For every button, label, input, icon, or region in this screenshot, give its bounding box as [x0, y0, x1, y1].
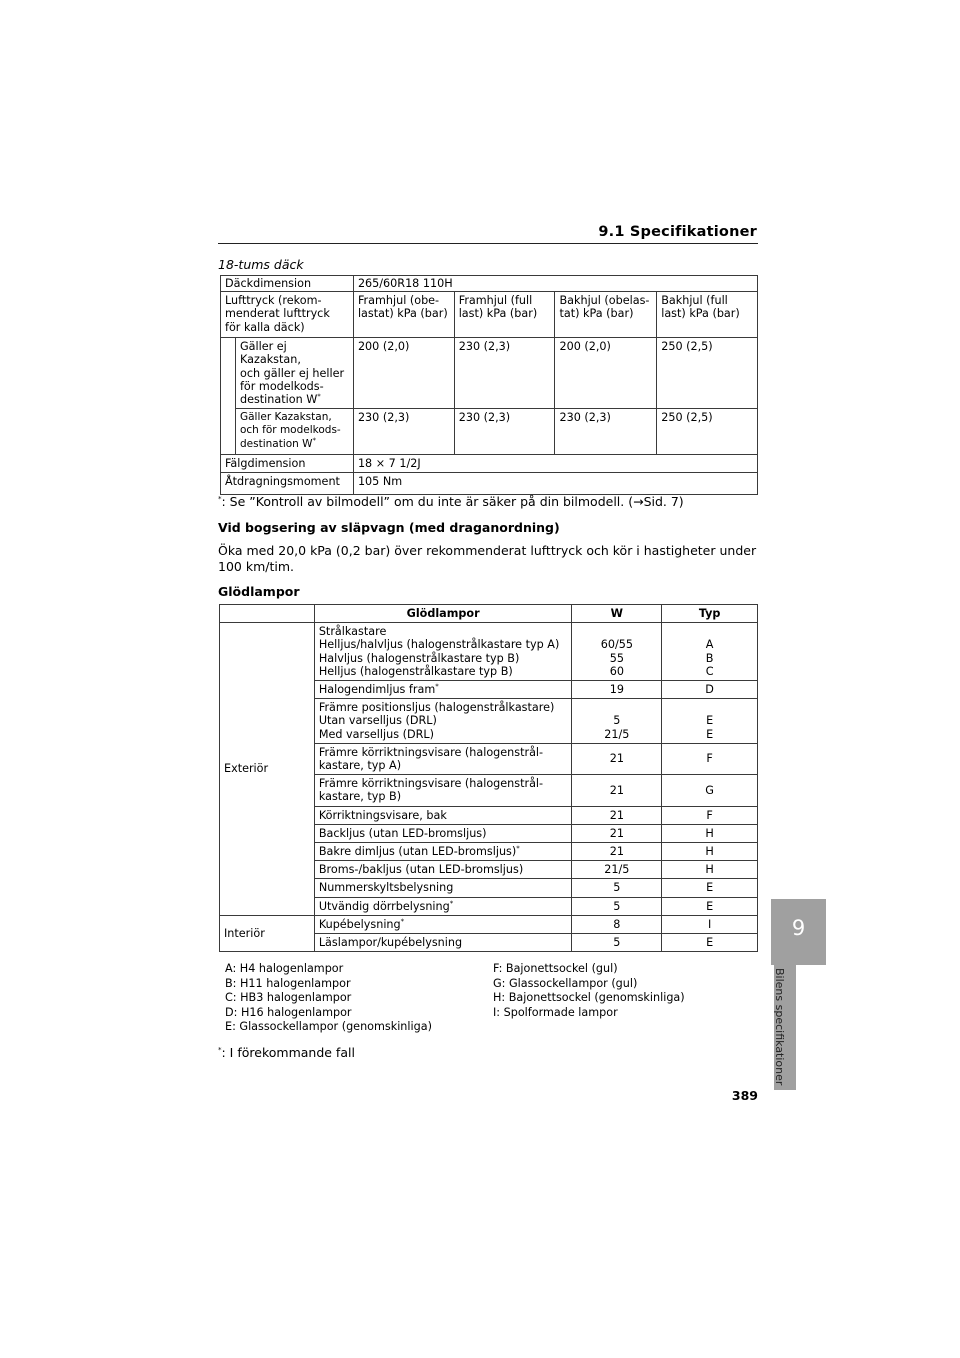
bulb-typ: H [662, 861, 758, 879]
bulb-w: 21/5 [572, 861, 662, 879]
chapter-number: 9 [791, 916, 806, 940]
bulb-w: 5 21/5 [572, 699, 662, 744]
torque-label: Åtdragningsmoment [221, 473, 354, 495]
col-front-full: Framhjul (full last) kPa (bar) [454, 292, 555, 338]
bulb-name: Backljus (utan LED-bromsljus) [314, 824, 572, 842]
bulb-typ: H [662, 843, 758, 861]
col-rear-unloaded: Bakhjul (obelas- tat) kPa (bar) [555, 292, 657, 338]
bulbs-footnote: *: I förekommande fall [218, 1045, 355, 1060]
bulb-typ: G [662, 775, 758, 806]
tyre-table [220, 275, 758, 495]
bulb-typ: E [662, 897, 758, 915]
bulb-name: Halogendimljus fram* [314, 681, 572, 699]
tyre-caption: 18-tums däck [218, 257, 304, 272]
bulb-typ: F [662, 743, 758, 774]
bulb-w: 60/55 55 60 [572, 623, 662, 681]
bulb-name: Nummerskyltsbelysning [314, 879, 572, 897]
header-rule [218, 243, 758, 244]
bulb-typ: D [662, 681, 758, 699]
bulb-w: 21 [572, 843, 662, 861]
tyre-footnote: *: Se ”Kontroll av bilmodell” om du inte är säker på din bilmodell. (→Sid. 7) [218, 494, 684, 509]
bulb-typ: H [662, 824, 758, 842]
header-typ: Typ [662, 605, 758, 623]
bulb-name: Broms-/bakljus (utan LED-bromsljus) [314, 861, 572, 879]
bulb-w: 21 [572, 775, 662, 806]
cond1-value: 230 (2,3) [454, 338, 555, 409]
section-title: 9.1 Specifikationer [598, 224, 757, 240]
table-row [220, 915, 758, 933]
group-interior: Interiör [220, 915, 315, 951]
chapter-label: Bilens specifikationer [773, 968, 786, 1086]
bulb-typ: F [662, 806, 758, 824]
cond1-value: 250 (2,5) [657, 338, 758, 409]
group-exterior: Exteriör [220, 623, 315, 916]
rim-label: Fälgdimension [221, 455, 354, 473]
towing-heading: Vid bogsering av släpvagn (med draganordning) [218, 520, 560, 535]
bulb-name: Bakre dimljus (utan LED-bromsljus)* [314, 843, 572, 861]
bulb-w: 19 [572, 681, 662, 699]
table-row [221, 276, 758, 292]
table-header-row [220, 605, 758, 623]
bulb-w: 21 [572, 824, 662, 842]
condition-1-label: Gäller ej Kazakstan, och gäller ej heller för modelkods- destination W* [235, 338, 353, 409]
bulb-name: Läslampor/kupébelysning [314, 934, 572, 952]
bulb-typ: A B C [662, 623, 758, 681]
bulb-w: 21 [572, 743, 662, 774]
bulb-name: Kupébelysning* [314, 915, 572, 933]
legend-right: F: Bajonettsockel (gul) G: Glassockellampor (gul) H: Bajonettsockel (genomskinliga) I: Spolformade lampor [493, 962, 685, 1019]
table-row [221, 292, 758, 338]
condition-2-label: Gäller Kazakstan, och för modelkods- destination W* [235, 409, 353, 455]
bulb-w: 5 [572, 897, 662, 915]
cond2-value: 230 (2,3) [555, 409, 657, 455]
table-row [221, 455, 758, 473]
bulb-typ: I [662, 915, 758, 933]
bulb-name: Utvändig dörrbelysning* [314, 897, 572, 915]
table-row [220, 623, 758, 681]
bulb-typ: E [662, 934, 758, 952]
header-bulbs: Glödlampor [314, 605, 572, 623]
bulbs-table [219, 604, 758, 952]
bulb-name: Strålkastare Helljus/halvljus (halogenstrålkastare typ A) Halvljus (halogenstrålkastare typ B) Helljus (halogenstrålkastare typ B) [314, 623, 572, 681]
bulb-name: Främre körriktningsvisare (halogenstrål- kastare, typ A) [314, 743, 572, 774]
header-blank [220, 605, 315, 623]
towing-text: Öka med 20,0 kPa (0,2 bar) över rekommenderat lufttryck och kör i hastigheter under 100 km/tim. [218, 543, 757, 574]
bulb-typ: E E [662, 699, 758, 744]
table-row [221, 338, 758, 409]
page-number: 389 [731, 1088, 758, 1103]
bulb-name: Främre körriktningsvisare (halogenstrål- kastare, typ B) [314, 775, 572, 806]
bulb-w: 5 [572, 879, 662, 897]
cond1-value: 200 (2,0) [353, 338, 454, 409]
bulb-typ: E [662, 879, 758, 897]
bulbs-heading: Glödlampor [218, 584, 300, 599]
dimension-value: 265/60R18 110H [353, 276, 757, 292]
header-w: W [572, 605, 662, 623]
dimension-label: Däckdimension [221, 276, 354, 292]
col-rear-full: Bakhjul (full last) kPa (bar) [657, 292, 758, 338]
bulb-w: 21 [572, 806, 662, 824]
bulb-name: Körriktningsvisare, bak [314, 806, 572, 824]
pressure-label: Lufttryck (rekom- menderat lufttryck för kalla däck) [221, 292, 354, 338]
cond2-value: 230 (2,3) [454, 409, 555, 455]
indent-cell [221, 338, 236, 455]
table-row [221, 473, 758, 495]
col-front-unloaded: Framhjul (obe- lastat) kPa (bar) [353, 292, 454, 338]
cond1-value: 200 (2,0) [555, 338, 657, 409]
cond2-value: 230 (2,3) [353, 409, 454, 455]
rim-value: 18 × 7 1/2J [353, 455, 757, 473]
cond2-value: 250 (2,5) [657, 409, 758, 455]
bulb-w: 5 [572, 934, 662, 952]
torque-value: 105 Nm [353, 473, 757, 495]
legend-left: A: H4 halogenlampor B: H11 halogenlampor C: HB3 halogenlampor D: H16 halogenlampor E: Glassockellampor (genomskinliga) [225, 962, 432, 1034]
bulb-name: Främre positionsljus (halogenstrålkastare) Utan varselljus (DRL) Med varselljus (DRL) [314, 699, 572, 744]
bulb-w: 8 [572, 915, 662, 933]
table-row [221, 409, 758, 455]
